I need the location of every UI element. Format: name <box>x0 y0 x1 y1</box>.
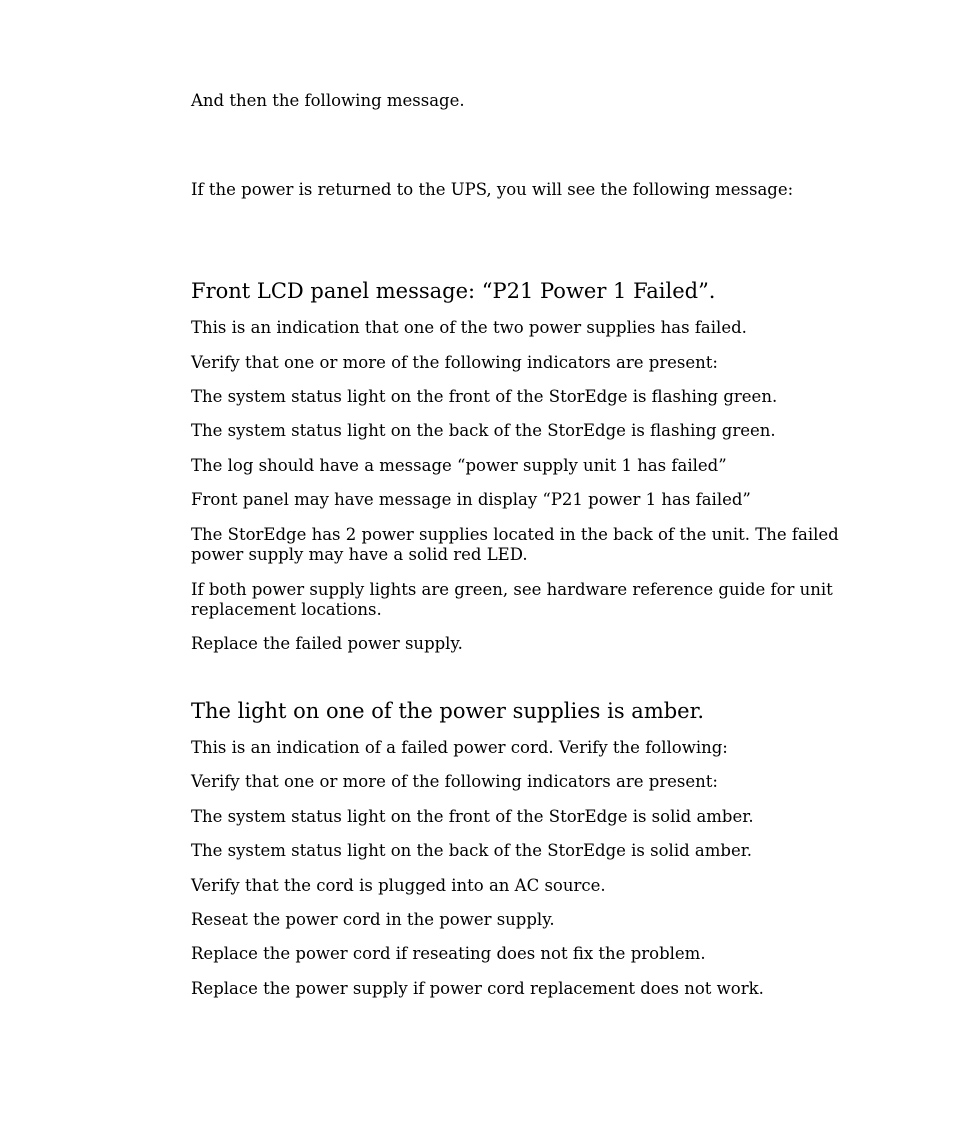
section-2-paragraph: The system status light on the front of the StorEdge is solid amber. <box>191 807 754 826</box>
section-2-paragraph: Verify that the cord is plugged into an AC source. <box>191 876 606 895</box>
section-1-paragraph: Verify that one or more of the following indicators are present: <box>191 353 718 372</box>
intro-line-1: And then the following message. <box>191 91 465 110</box>
section-1-paragraph: This is an indication that one of the two power supplies has failed. <box>191 318 747 337</box>
section-2-paragraph: Replace the power supply if power cord replacement does not work. <box>191 979 764 998</box>
section-2-paragraph: Verify that one or more of the following indicators are present: <box>191 772 718 791</box>
section-1-paragraph: Replace the failed power supply. <box>191 634 463 653</box>
section-2-heading: The light on one of the power supplies is amber. <box>191 699 705 723</box>
section-1-paragraph: The StorEdge has 2 power supplies located in the back of the unit. The failed power supply may have a solid red LED. <box>191 525 839 564</box>
section-1-paragraph: If both power supply lights are green, see hardware reference guide for unit replacement locations. <box>191 580 833 619</box>
section-1-paragraph: The system status light on the back of the StorEdge is flashing green. <box>191 421 776 440</box>
section-2-paragraph: Replace the power cord if reseating does not fix the problem. <box>191 944 706 963</box>
section-1-heading: Front LCD panel message: “P21 Power 1 Failed”. <box>191 279 716 303</box>
section-1-paragraph: The log should have a message “power supply unit 1 has failed” <box>191 456 727 475</box>
section-1-paragraph: The system status light on the front of the StorEdge is flashing green. <box>191 387 778 406</box>
section-2-paragraph: The system status light on the back of the StorEdge is solid amber. <box>191 841 753 860</box>
section-2-paragraph: Reseat the power cord in the power supply. <box>191 910 555 929</box>
intro-line-2: If the power is returned to the UPS, you will see the following message: <box>191 180 794 199</box>
section-1-paragraph: Front panel may have message in display “P21 power 1 has failed” <box>191 490 751 509</box>
section-2-paragraph: This is an indication of a failed power cord. Verify the following: <box>191 738 728 757</box>
